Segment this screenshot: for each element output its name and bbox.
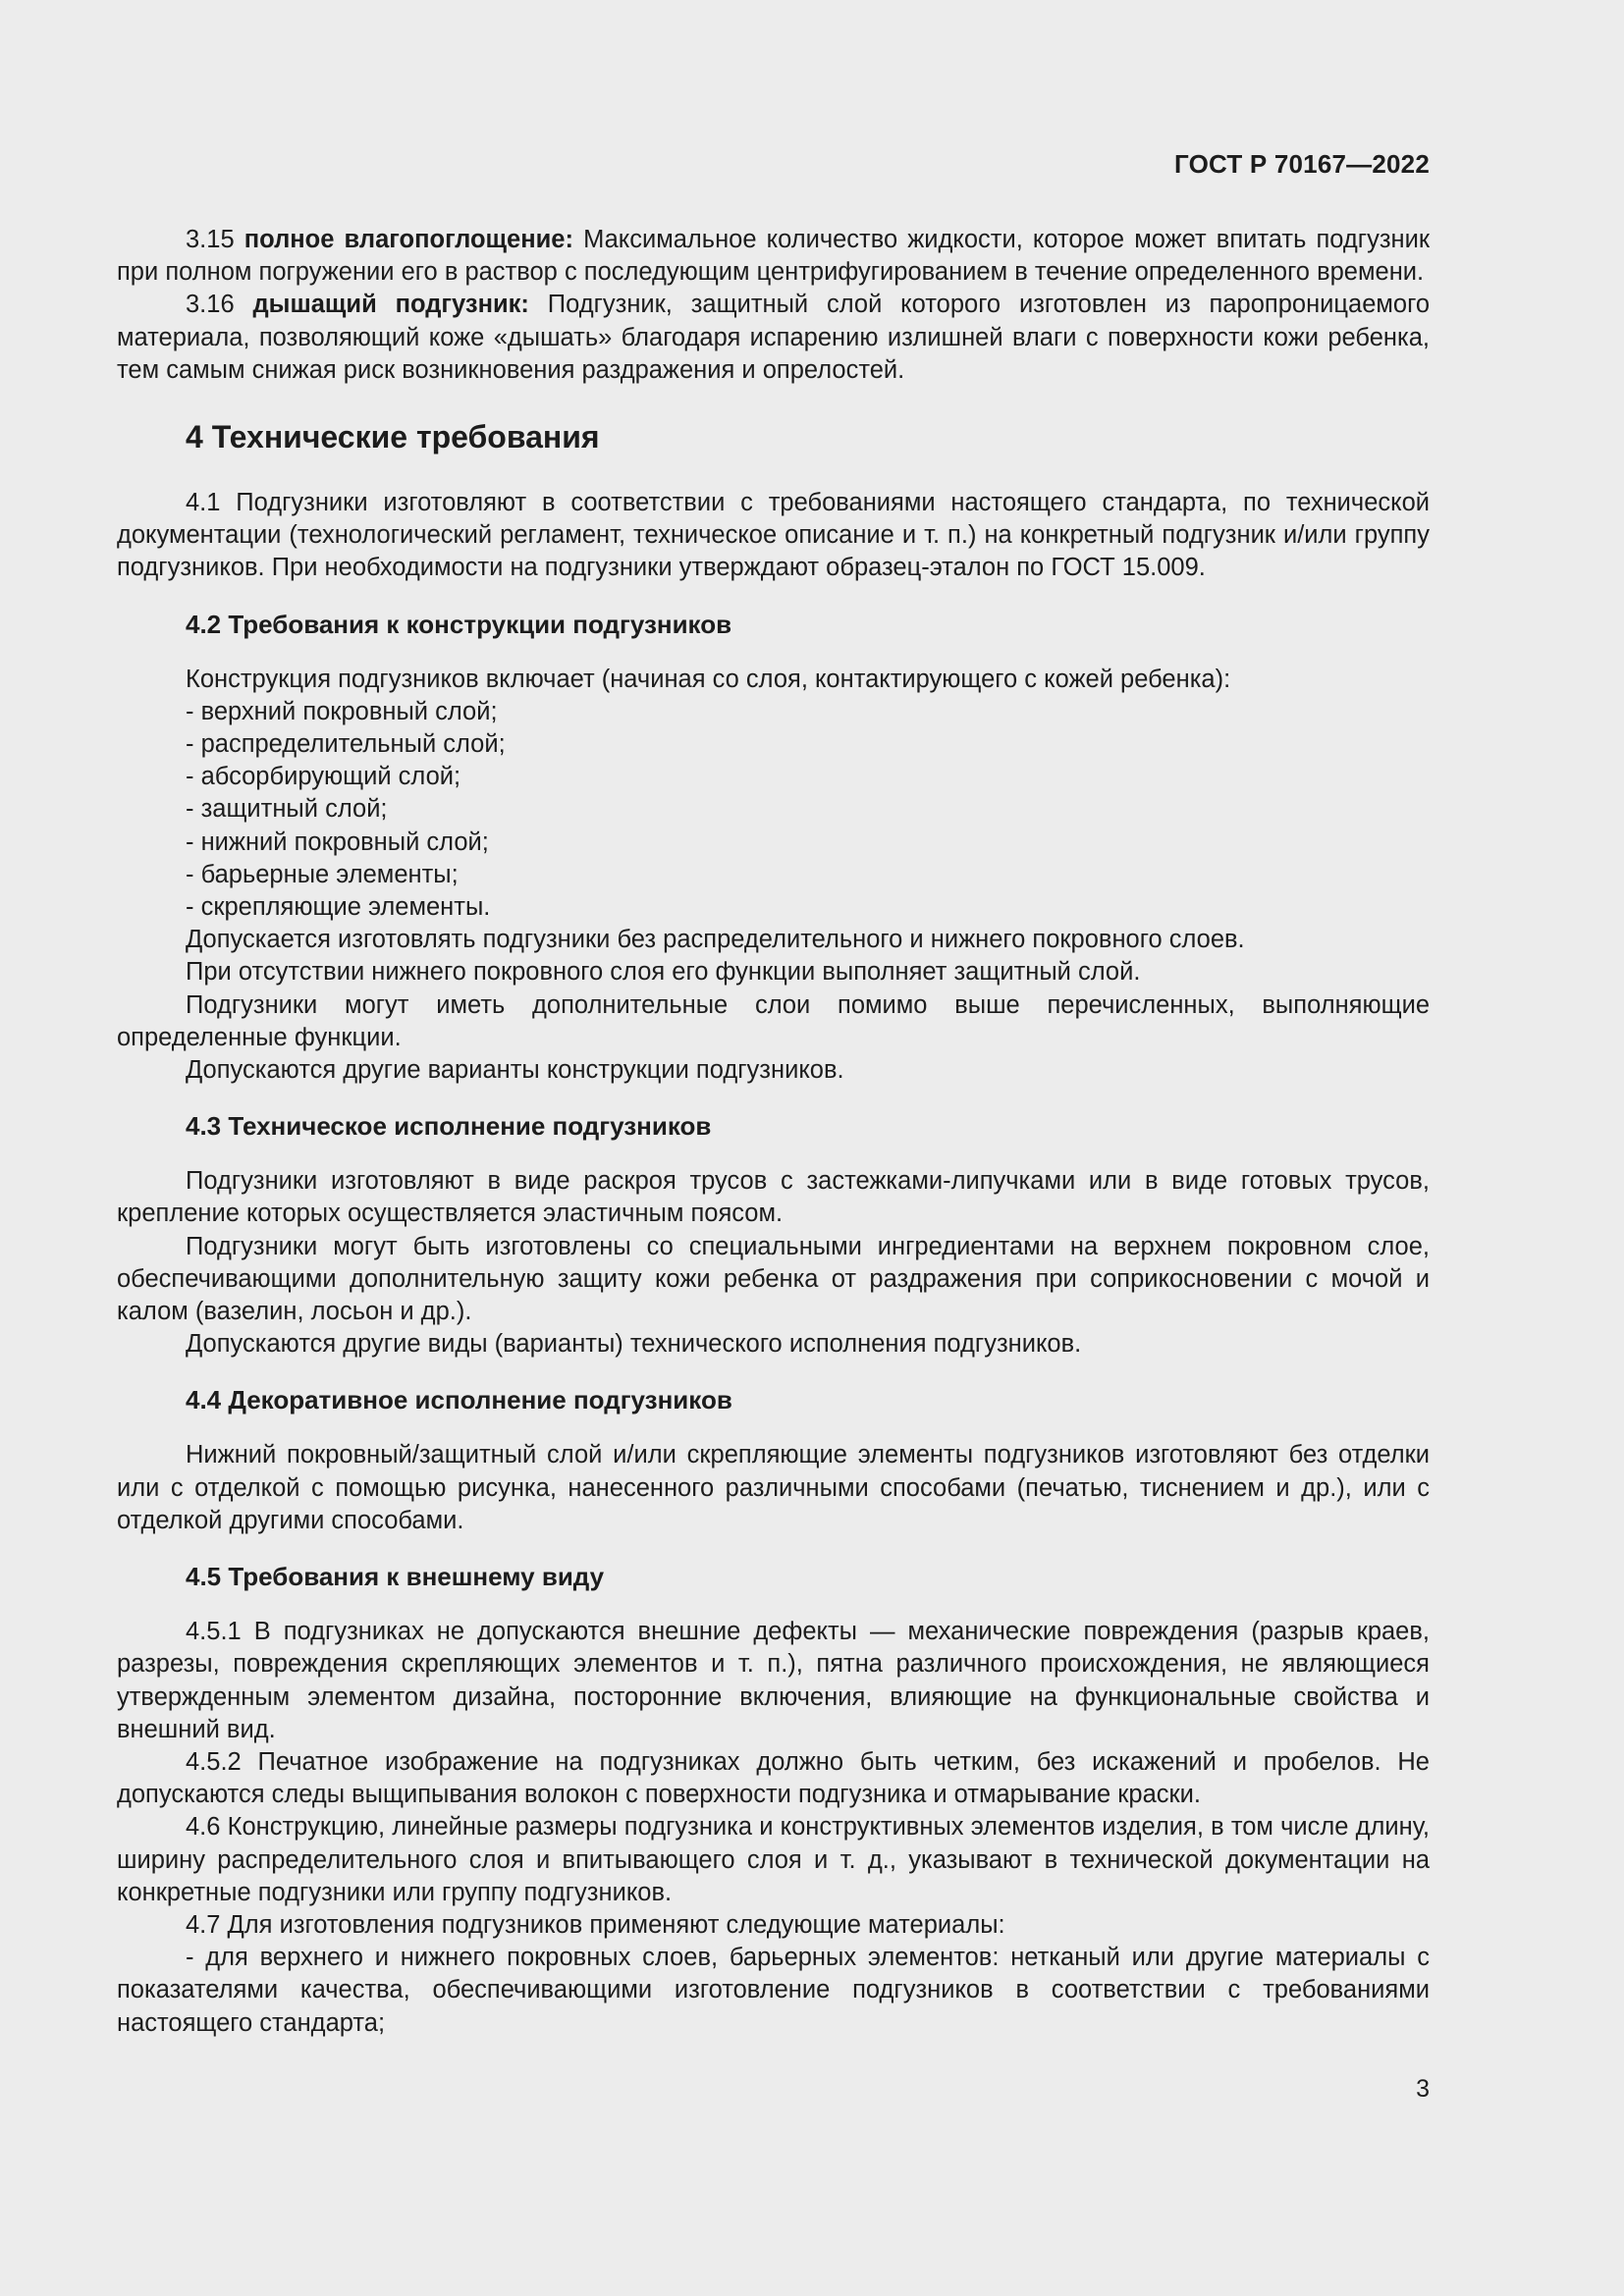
list-item: - барьерные элементы; — [186, 860, 459, 888]
section-4-heading: 4 Технические требования — [186, 419, 600, 455]
section-4-5-heading: 4.5 Требования к внешнему виду — [186, 1562, 605, 1592]
definition-term: полное влагопоглощение: — [244, 226, 573, 253]
section-4-2-heading: 4.2 Требования к конструкции подгузников — [186, 609, 732, 639]
paragraph-4-3-3: Допускаются другие виды (варианты) технического исполнения подгузников. — [186, 1330, 1082, 1359]
definition-text: Подгузник, защитный слой которого изготовлен из паропроницаемого материала, позволяющий коже «дышать» благодаря испарению излишней влаги с поверхности кожи ребенка, тем самым снижая риск возникновения раздражения и опрелостей. — [117, 291, 1431, 384]
section-4-3-heading: 4.3 Техническое исполнение подгузников — [186, 1111, 712, 1142]
page-number: 3 — [1416, 2075, 1430, 2103]
list-item: - верхний покровный слой; — [186, 697, 498, 725]
construction-note: Допускается изготовлять подгузники без распределительного и нижнего покровного слоев. — [186, 926, 1245, 954]
paragraph-4-4: Нижний покровный/защитный слой и/или скрепляющие элементы подгузников изготовляют без отделки или с отделкой с помощью рисунка, нанесенного различными способами (печатью, тиснением и др.), или с отделкой другими способами. — [117, 1441, 1430, 1534]
list-item: - абсорбирующий слой; — [186, 763, 461, 791]
document-body — [117, 224, 1430, 2040]
list-item: - распределительный слой; — [186, 730, 506, 759]
list-item: - скрепляющие элементы. — [186, 893, 491, 922]
construction-note: Допускаются другие варианты конструкции подгузников. — [186, 1056, 844, 1085]
paragraph-4-7: 4.7 Для изготовления подгузников применяют следующие материалы: — [186, 1910, 1005, 1939]
section-4-4-heading: 4.4 Декоративное исполнение подгузников — [186, 1385, 732, 1415]
definition-text: Максимальное количество жидкости, которое может впитать подгузник при полном погружении его в раствор с последующим центрифугированием в течение определенного времени. — [117, 226, 1430, 287]
paragraph-4-3-2: Подгузники могут быть изготовлены со специальными ингредиентами на верхнем покровном слое, обеспечивающими дополнительную защиту кожи ребенка от раздражения при соприкосновении с мочой и калом (вазелин, лосьон и др.). — [117, 1232, 1430, 1326]
paragraph-4-5-2: 4.5.2 Печатное изображение на подгузниках должно быть четким, без искажений и пробелов. Не допускаются следы выщипывания волокон с поверхности подгузника и отмарывание краски. — [117, 1747, 1430, 1809]
definition-3-16 — [117, 289, 1430, 387]
construction-intro: Конструкция подгузников включает (начиная со слоя, контактирующего с кожей ребенка): — [186, 665, 1231, 693]
document-header: ГОСТ Р 70167—2022 — [1174, 149, 1430, 179]
definition-3-15 — [117, 224, 1430, 289]
paragraph-4-6: 4.6 Конструкцию, линейные размеры подгузника и конструктивных элементов изделия, в том числе длину, ширину распределительного слоя и впитывающего слоя и т. д., указывают в технической документации на конкретные подгузники или группу подгузников. — [117, 1813, 1430, 1906]
definition-term: дышащий подгузник: — [252, 291, 529, 319]
paragraph-4-3-1: Подгузники изготовляют в виде раскроя трусов с застежками-липучками или в виде готовых трусов, крепление которых осуществляется эластичным поясом. — [117, 1167, 1430, 1228]
definition-number: 3.15 — [186, 226, 244, 253]
construction-note: Подгузники могут иметь дополнительные слои помимо выше перечисленных, выполняющие определенные функции. — [117, 990, 1430, 1051]
list-item: - защитный слой; — [186, 795, 388, 824]
paragraph-4-1: 4.1 Подгузники изготовляют в соответствии с требованиями настоящего стандарта, по технической документации (технологический регламент, техническое описание и т. п.) на конкретный подгузник и/или группу подгузников. При необходимости на подгузники утверждают образец-эталон по ГОСТ 15.009. — [117, 489, 1430, 582]
paragraph-4-7-item: - для верхнего и нижнего покровных слоев, барьерных элементов: нетканый или другие материалы с показателями качества, обеспечивающими изготовление подгузников в соответствии с требованиями настоящего стандарта; — [117, 1944, 1430, 2037]
definition-number: 3.16 — [186, 291, 253, 319]
construction-note: При отсутствии нижнего покровного слоя его функции выполняет защитный слой. — [186, 958, 1141, 987]
list-item: - нижний покровный слой; — [186, 828, 489, 856]
paragraph-4-5-1: 4.5.1 В подгузниках не допускаются внешние дефекты — механические повреждения (разрыв краев, разрезы, повреждения скрепляющих элементов и т. п.), пятна различного происхождения, не являющиеся утвержденным элементом дизайна, посторонние включения, влияющие на функциональные свойства и внешний вид. — [117, 1618, 1430, 1743]
